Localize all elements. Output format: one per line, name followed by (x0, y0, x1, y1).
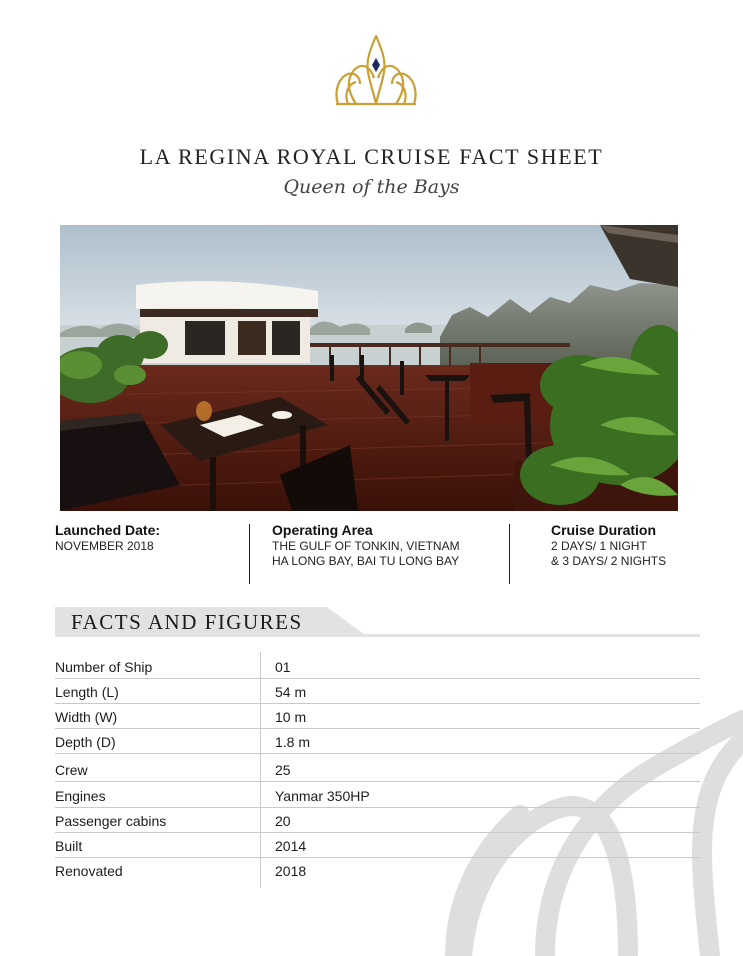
fact-label: Number of Ship (55, 659, 153, 675)
column-divider (509, 524, 510, 584)
operating-area-line-2: HA LONG BAY, BAI TU LONG BAY (272, 554, 460, 568)
operating-area-block (272, 522, 502, 569)
facts-table (55, 654, 700, 883)
launched-date-title: Launched Date: (55, 522, 161, 538)
fact-value: 2018 (275, 863, 307, 879)
table-row (55, 754, 700, 782)
table-row (55, 704, 700, 729)
cruise-duration-title: Cruise Duration (551, 522, 657, 538)
operating-area-line-1: THE GULF OF TONKIN, VIETNAM (272, 539, 460, 553)
column-divider (249, 524, 250, 584)
operating-area-title: Operating Area (272, 522, 373, 538)
page-subtitle: Queen of the Bays (283, 176, 460, 198)
fact-label: Length (L) (55, 684, 119, 700)
facts-section-header (55, 607, 700, 637)
table-row (55, 654, 700, 679)
fact-value: 25 (275, 762, 291, 778)
fact-label: Depth (D) (55, 734, 116, 750)
cruise-duration-block (551, 522, 721, 569)
fact-value: 1.8 m (275, 734, 311, 750)
fact-label: Engines (55, 788, 106, 804)
fact-value: 20 (275, 813, 291, 829)
table-row (55, 808, 700, 833)
crown-logo (334, 34, 418, 108)
table-row (55, 858, 700, 883)
fact-label: Renovated (55, 863, 123, 879)
fact-value: 01 (275, 659, 291, 675)
fact-label: Built (55, 838, 83, 854)
fact-label: Crew (55, 762, 88, 778)
cruise-duration-line-1: 2 DAYS/ 1 NIGHT (551, 539, 647, 553)
fact-value: Yanmar 350HP (275, 788, 370, 804)
facts-section-title: FACTS AND FIGURES (71, 610, 303, 634)
launched-date-value: NOVEMBER 2018 (55, 539, 154, 553)
page-title: LA REGINA ROYAL CRUISE FACT SHEET (139, 144, 604, 169)
section-rule (55, 634, 700, 637)
fact-label: Passenger cabins (55, 813, 167, 829)
fact-value: 10 m (275, 709, 307, 725)
fact-value: 54 m (275, 684, 307, 700)
table-row (55, 782, 700, 808)
cruise-deck-photo (60, 225, 678, 511)
table-row (55, 729, 700, 754)
launched-date-block (55, 522, 240, 554)
table-row (55, 679, 700, 704)
fact-value: 2014 (275, 838, 307, 854)
table-row (55, 833, 700, 858)
fact-label: Width (W) (55, 709, 118, 725)
cruise-duration-line-2: & 3 DAYS/ 2 NIGHTS (551, 554, 667, 568)
